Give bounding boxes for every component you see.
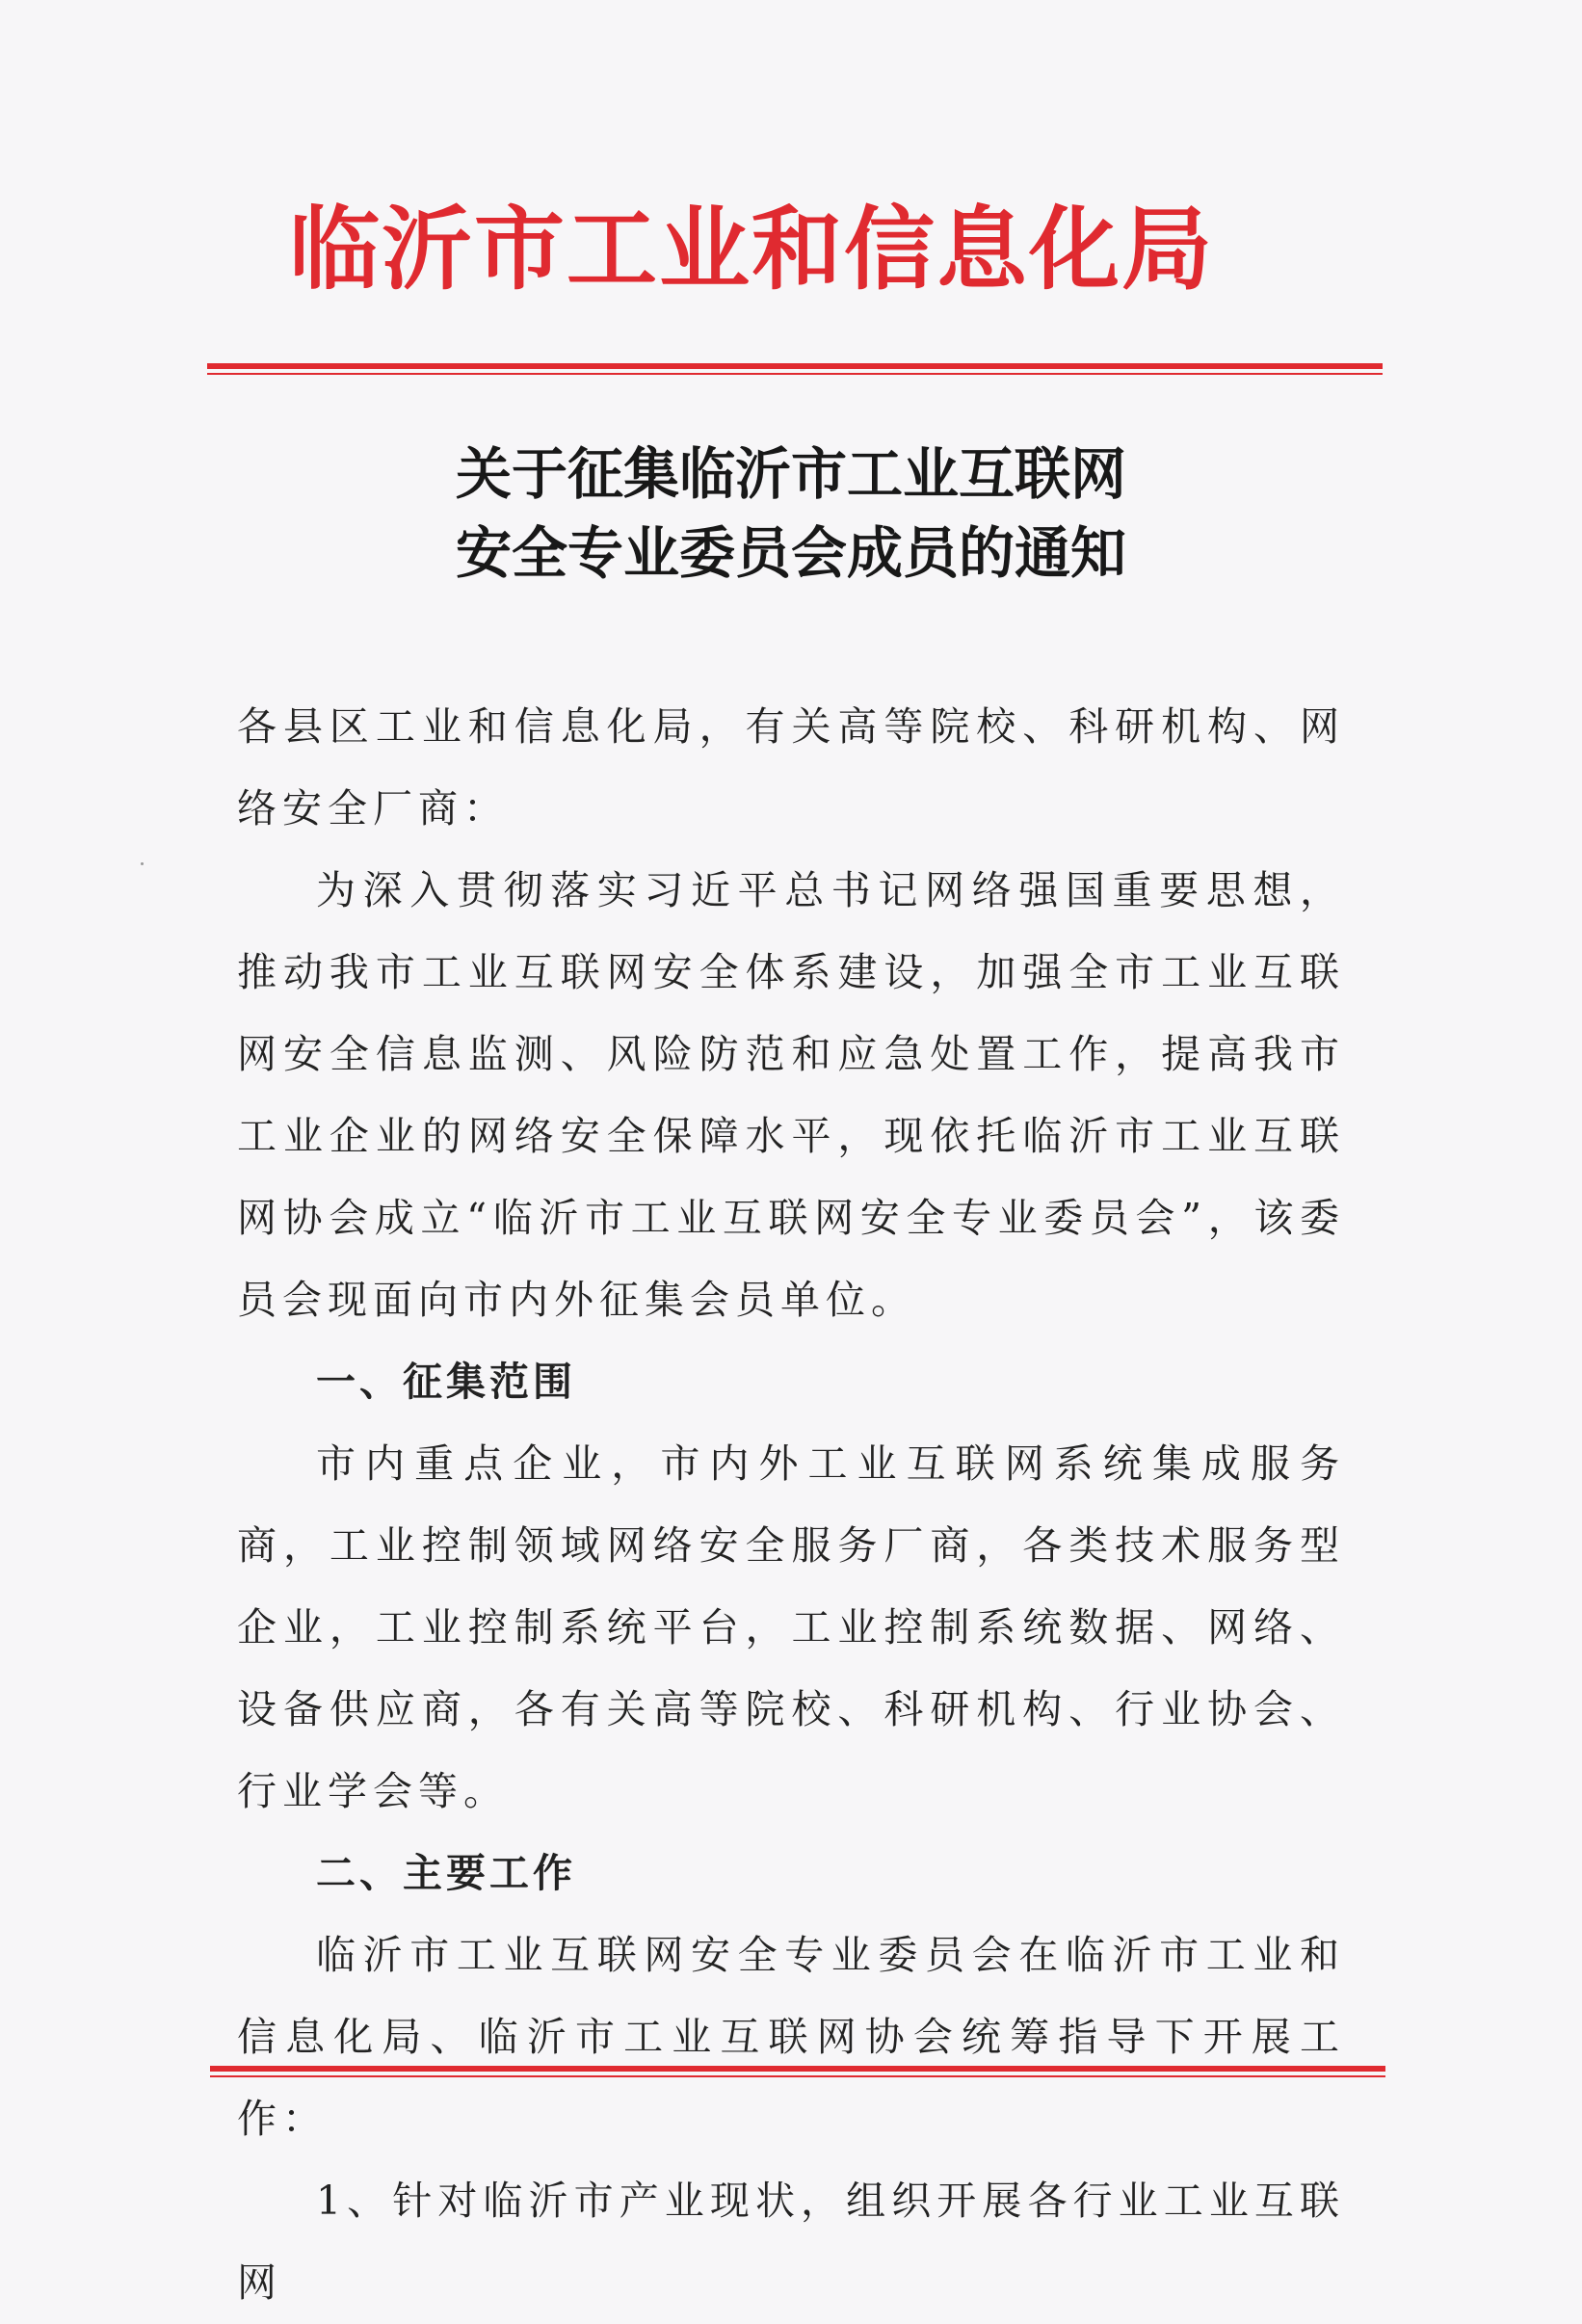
document-title-line-2: 安全专业委员会成员的通知	[455, 520, 1126, 586]
footer-rule-thick-line	[210, 2066, 1385, 2072]
section-1-paragraph: 市内重点企业，市内外工业互联网系统集成服务商，工业控制领域网络安全服务厂商，各类技术服务型企业，工业控制系统平台，工业控制系统数据、网络、设备供应商，各有关高等院校、科研机构、行业协会、行业学会等。	[237, 1440, 1345, 1814]
scan-speck	[141, 862, 144, 865]
red-rule-thick-line	[207, 363, 1383, 369]
section-2-paragraph: 临沂市工业互联网安全专业委员会在临沂市工业和信息化局、临沂市工业互联网协会统筹指导下开展工作：	[237, 1932, 1345, 2142]
section-2-heading: 二、主要工作	[316, 1850, 576, 1896]
red-rule-thin-line	[207, 373, 1383, 375]
document-title-line-1: 关于征集临沂市工业互联网	[455, 441, 1126, 507]
section-2-item-1: 1、针对临沂市产业现状，组织开展各行业工业互联网	[237, 2178, 1345, 2306]
intro-paragraph: 为深入贯彻落实习近平总书记网络强国重要思想，推动我市工业互联网安全体系建设，加强全市工业互联网安全信息监测、风险防范和应急处置工作，提高我市工业企业的网络安全保障水平，现依托临沂市工业互联网协会成立“临沂市工业互联网安全专业委员会”，该委员会现面向市内外征集会员单位。	[237, 867, 1345, 1323]
footer-rule-thin-line	[210, 2075, 1385, 2077]
salutation: 各县区工业和信息化局，有关高等院校、科研机构、网络安全厂商：	[237, 703, 1345, 832]
document-body	[237, 686, 1345, 2324]
letterhead-title: 临沂市工业和信息化局	[288, 198, 1214, 303]
section-1-heading: 一、征集范围	[316, 1359, 576, 1405]
